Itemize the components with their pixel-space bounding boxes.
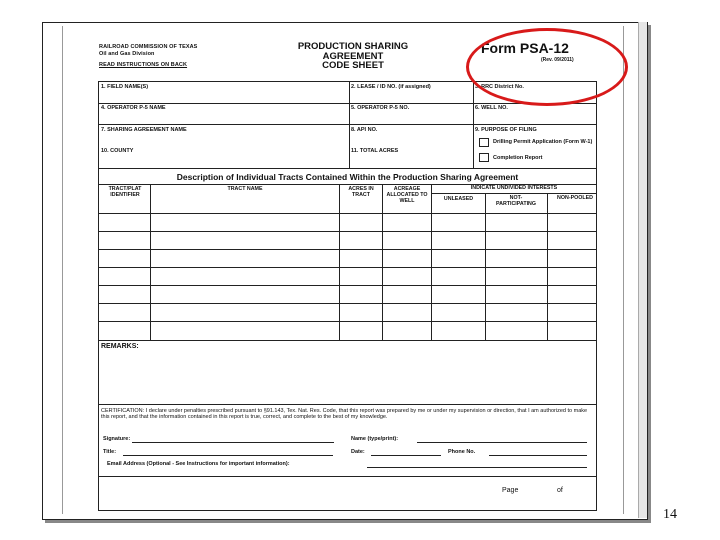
col-tract-id: TRACT/PLAT IDENTIFIER — [108, 186, 142, 198]
col-unleased: UNLEASED — [443, 196, 474, 202]
total-acres-label: 11. TOTAL ACRES — [351, 148, 399, 154]
col-tract-name: TRACT NAME — [227, 186, 263, 192]
drilling-permit-checkbox[interactable] — [479, 138, 489, 147]
form-title — [263, 42, 443, 71]
operator-no-label: 5. OPERATOR P-5 NO. — [351, 105, 410, 111]
api-no-label: 8. API NO. — [351, 127, 378, 133]
phone-label: Phone No. — [448, 449, 476, 455]
signature-label: Signature: — [103, 436, 131, 442]
completion-report-label: Completion Report — [493, 155, 543, 161]
viewer-scrollbar[interactable] — [638, 22, 647, 518]
county-label: 10. COUNTY — [101, 148, 134, 154]
field-name-label: 1. FIELD NAME(S) — [101, 84, 149, 90]
name-line[interactable] — [417, 442, 587, 443]
title-line[interactable] — [123, 455, 333, 456]
form-number-highlight-circle — [466, 28, 628, 106]
rrc-district-label: 3. RRC District No. — [475, 84, 524, 90]
col-not-participating: NOT-PARTICIPATING — [495, 195, 537, 207]
form-number: Form PSA-12 — [481, 40, 569, 56]
agency-header — [99, 44, 197, 69]
col-acres: ACRES IN TRACT — [348, 186, 374, 198]
email-label: Email Address (Optional - See Instructions for important information): — [107, 461, 290, 467]
title-line3: CODE SHEET — [322, 60, 384, 71]
remarks-label: REMARKS: — [101, 343, 139, 350]
date-line[interactable] — [371, 455, 441, 456]
lease-id-label: 2. LEASE / ID NO. (if assigned) — [351, 84, 431, 90]
signature-line[interactable] — [132, 442, 334, 443]
form-body — [98, 81, 597, 511]
page-label: Page — [502, 487, 519, 494]
title-label: Title: — [103, 449, 117, 455]
date-label: Date: — [351, 449, 365, 455]
purpose-label: 9. PURPOSE OF FILING — [475, 127, 537, 133]
phone-line[interactable] — [489, 455, 587, 456]
certification-text: CERTIFICATION: I declare under penalties prescribed pursuant to §91.143, Tex. Nat. Res. Code, that this report was prepared by me or under my supervision or direction, that I am authorized to make this report, and that the information contained in this report is true, correct, and complete to the best of my knowledge. — [101, 408, 588, 420]
name-label: Name (type/print): — [351, 436, 399, 442]
well-no-label: 6. WELL NO. — [475, 105, 508, 111]
form-revision: (Rev. 09/2011) — [541, 57, 574, 63]
agency-line1: RAILROAD COMMISSION OF TEXAS — [99, 44, 198, 50]
agency-line2: Oil and Gas Division — [99, 50, 155, 57]
completion-report-checkbox[interactable] — [479, 153, 489, 162]
title-line1: PRODUCTION SHARING — [297, 41, 409, 52]
col-interests: INDICATE UNDIVIDED INTERESTS — [470, 185, 558, 191]
sharing-agreement-label: 7. SHARING AGREEMENT NAME — [101, 127, 187, 133]
drilling-permit-label: Drilling Permit Application (Form W-1) — [493, 139, 593, 145]
slide-number: 14 — [663, 507, 677, 522]
col-acreage: ACREAGE ALLOCATED TO WELL — [386, 186, 428, 204]
of-label: of — [557, 487, 563, 494]
email-line[interactable] — [367, 467, 587, 468]
operator-name-label: 4. OPERATOR P-5 NAME — [101, 105, 166, 111]
tracts-section-title: Description of Individual Tracts Contained Within the Production Sharing Agreement — [176, 172, 519, 182]
col-non-pooled: NON-POOLED — [557, 195, 593, 201]
title-line2: AGREEMENT — [322, 50, 384, 62]
read-instructions: READ INSTRUCTIONS ON BACK — [99, 62, 188, 68]
